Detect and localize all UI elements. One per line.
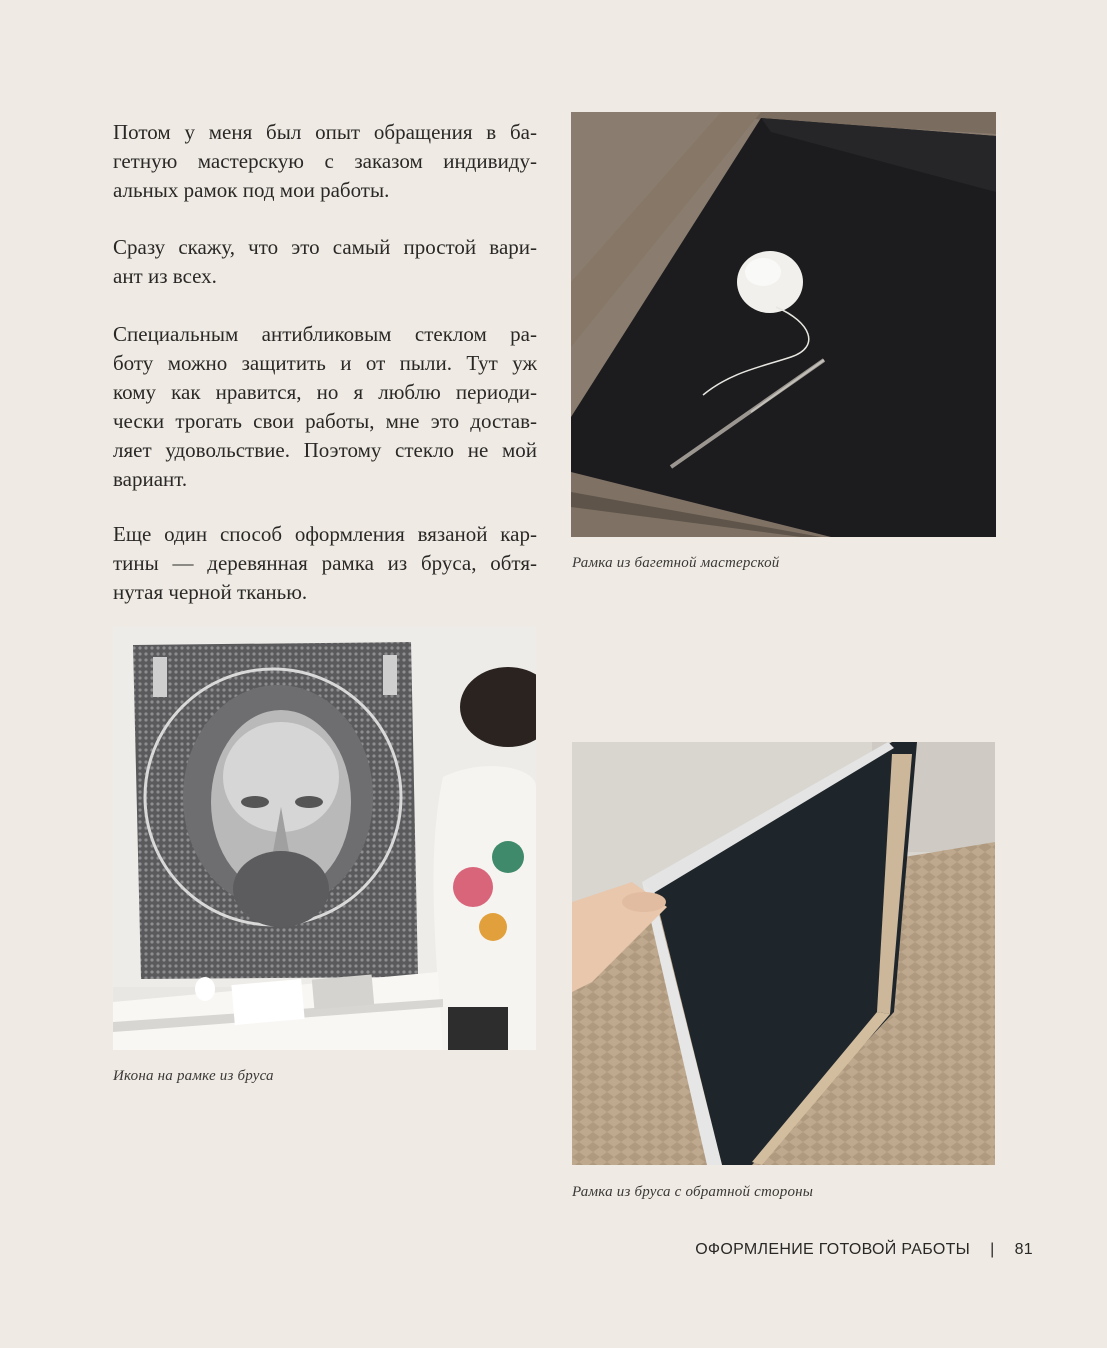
paragraph-2: [113, 233, 537, 291]
paragraph-line: ляет удовольствие. Поэтому стекло не мой: [113, 438, 537, 462]
footer-separator: |: [990, 1241, 995, 1258]
page-footer: [695, 1241, 1033, 1259]
paragraph-line: чески трогать свои работы, мне это достав-: [113, 409, 537, 433]
caption-icon-frame: Икона на рамке из бруса: [113, 1068, 274, 1084]
icon-frame-photo: [113, 627, 536, 1050]
paragraph-line: тины — деревянная рамка из бруса, обтя-: [113, 551, 537, 575]
caption-frame-back: Рамка из бруса с обратной стороны: [572, 1184, 814, 1200]
page-number: 81: [1014, 1241, 1033, 1258]
paragraph-line: нутая черной тканью.: [113, 580, 308, 604]
paragraph-line: Специальным антибликовым стеклом ра-: [113, 322, 537, 346]
paragraph-line: альных рамок под мои работы.: [113, 178, 390, 202]
frame-workshop-photo: [571, 112, 996, 537]
paragraph-1: [113, 118, 537, 205]
paragraph-3: [113, 320, 537, 494]
paragraph-line: боту можно защитить и от пыли. Тут уж: [113, 351, 537, 375]
paragraph-line: Сразу скажу, что это самый простой вари-: [113, 235, 537, 259]
paragraph-4: [113, 520, 537, 607]
paragraph-line: Потом у меня был опыт обращения в ба-: [113, 120, 537, 144]
paragraph-line: вариант.: [113, 467, 188, 491]
section-title: ОФОРМЛЕНИЕ ГОТОВОЙ РАБОТЫ: [695, 1241, 971, 1258]
paragraph-line: ант из всех.: [113, 264, 217, 288]
paragraph-line: кому как нравится, но я люблю периоди-: [113, 380, 537, 404]
caption-frame-workshop: Рамка из багетной мастерской: [572, 555, 780, 571]
frame-back-photo: [572, 742, 995, 1165]
paragraph-line: гетную мастерскую с заказом индивиду-: [113, 149, 537, 173]
paragraph-line: Еще один способ оформления вязаной кар-: [113, 522, 537, 546]
